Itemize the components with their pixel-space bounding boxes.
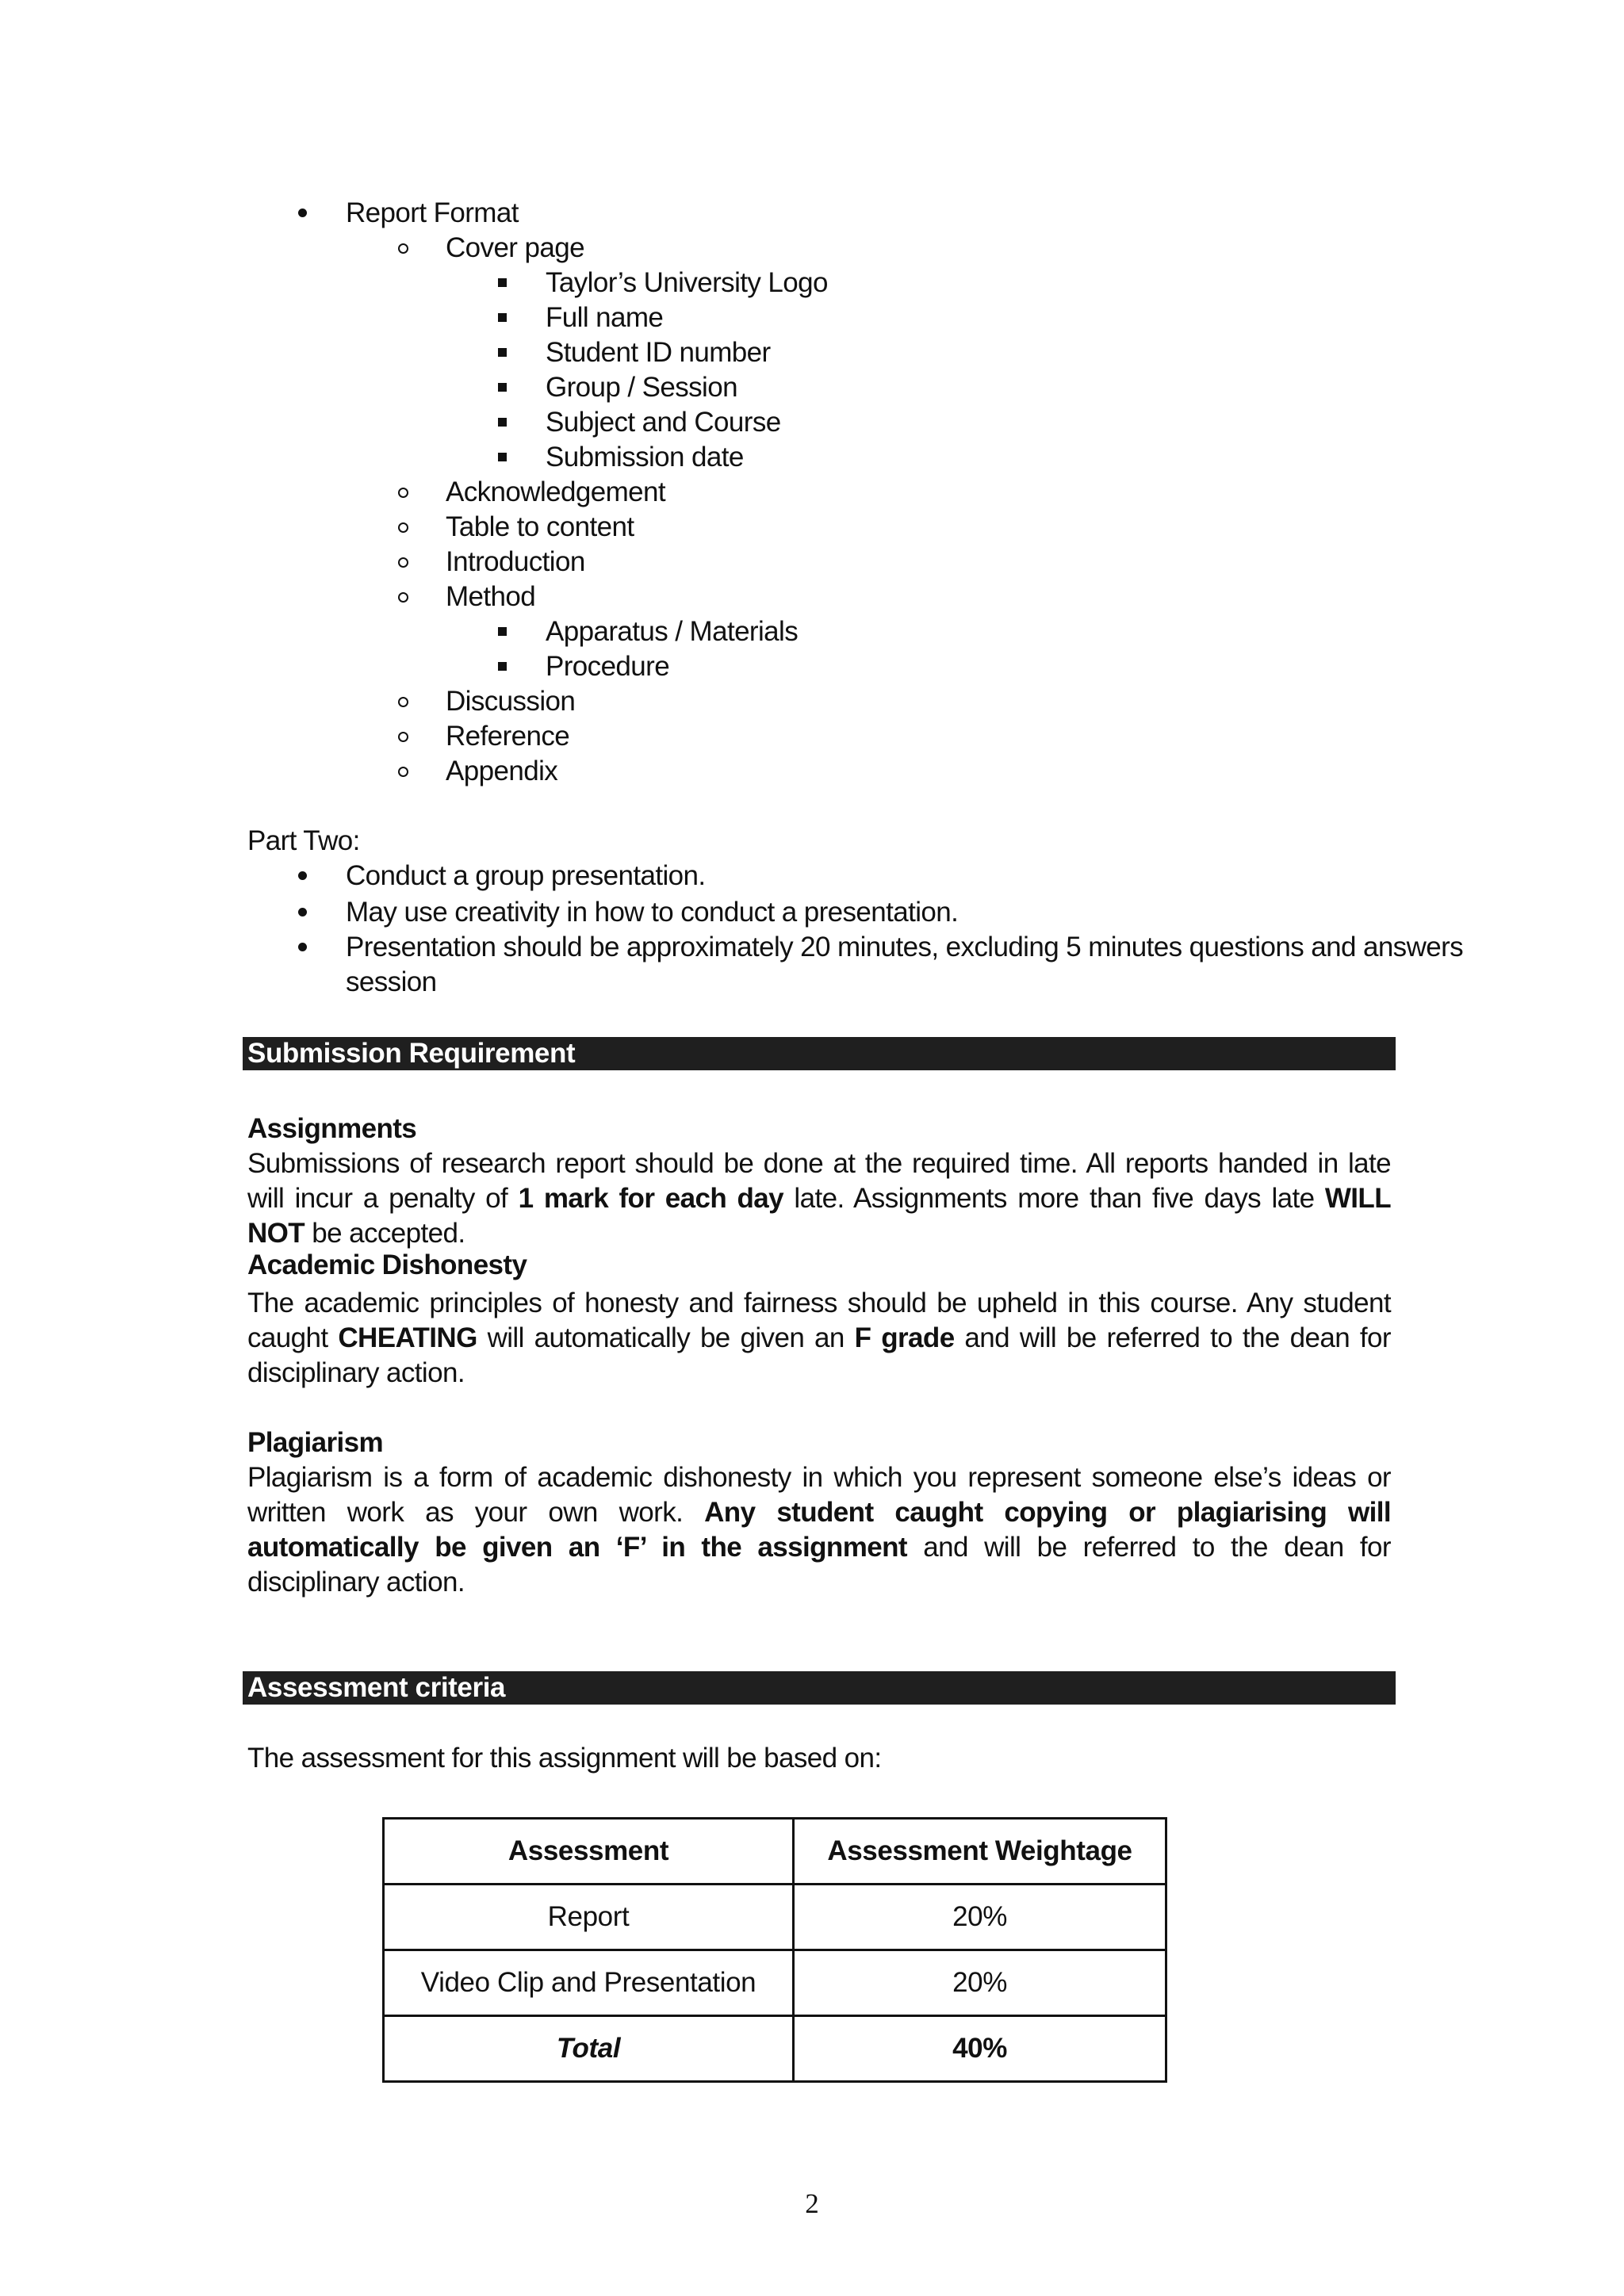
dishonesty-bold-cheating: CHEATING <box>338 1322 477 1353</box>
cover-item-label: Subject and Course <box>546 407 781 438</box>
part-two-item-label: May use creativity in how to conduct a presentation. <box>346 897 959 928</box>
section-label: Appendix <box>446 756 558 786</box>
table-cell: Report <box>384 1885 794 1950</box>
academic-dishonesty-paragraph <box>247 1286 1391 1391</box>
academic-dishonesty-title: Academic Dishonesty <box>247 1249 527 1280</box>
assignments-bold-will-not: WILL NOT <box>247 1183 1391 1249</box>
section-label: Method <box>446 581 536 612</box>
section-label: Acknowledgement <box>446 476 665 507</box>
table-row <box>384 1885 1166 1950</box>
dishonesty-text: The academic principles of honesty and fairness should be upheld in this course. Any student caught <box>247 1288 1391 1353</box>
part-two-item-label: Presentation should be approximately 20 minutes, excluding 5 minutes questions and answers <box>346 932 1464 962</box>
plagiarism-paragraph <box>247 1460 1391 1600</box>
table-cell: Video Clip and Presentation <box>384 1950 794 2016</box>
table-total-label: Total <box>384 2016 794 2082</box>
section-label: Table to content <box>446 511 634 542</box>
assignments-bold-penalty: 1 mark for each day <box>518 1183 784 1214</box>
cover-page-label: Cover page <box>446 232 584 263</box>
submission-requirement-header: Submission Requirement <box>243 1037 1396 1070</box>
cover-item-label: Student ID number <box>546 337 771 368</box>
section-label: Reference <box>446 721 570 752</box>
report-format-title: Report Format <box>346 197 519 228</box>
plagiarism-title: Plagiarism <box>247 1427 384 1458</box>
table-total-value: 40% <box>794 2016 1166 2082</box>
plagiarism-text: Plagiarism is a form of academic dishonesty in which you represent someone else’s ideas or written work as your own work. <box>247 1462 1391 1528</box>
assignments-title: Assignments <box>247 1113 417 1144</box>
section-label: Introduction <box>446 546 585 577</box>
page-number: 2 <box>805 2188 819 2219</box>
table-row <box>384 1950 1166 2016</box>
method-item-label: Procedure <box>546 651 670 682</box>
dishonesty-text: and will be referred to the dean for disciplinary action. <box>247 1322 1391 1388</box>
assignments-text: late. Assignments more than five days late <box>783 1183 1325 1214</box>
assignments-paragraph <box>247 1146 1391 1251</box>
assessment-intro: The assessment for this assignment will be based on: <box>247 1743 882 1774</box>
table-cell: 20% <box>794 1885 1166 1950</box>
table-total-row <box>384 2016 1166 2082</box>
cover-item-label: Submission date <box>546 442 744 473</box>
dishonesty-text: will automatically be given an <box>477 1322 855 1353</box>
cover-item-label: Full name <box>546 302 664 333</box>
assignments-text: be accepted. <box>304 1218 465 1249</box>
cover-item-label: Taylor’s University Logo <box>546 267 828 298</box>
method-item-label: Apparatus / Materials <box>546 616 799 647</box>
table-header-row <box>384 1819 1166 1885</box>
plagiarism-text: and will be referred to the dean for disciplinary action. <box>247 1532 1391 1598</box>
plagiarism-bold-warning: Any student caught copying or plagiarising will automatically be given an ‘F’ in the assignment <box>247 1497 1392 1563</box>
cover-item-label: Group / Session <box>546 372 737 403</box>
part-two-title: Part Two: <box>247 825 360 856</box>
part-two-item-3-cont: session <box>346 966 437 997</box>
table-header-cell: Assessment Weightage <box>794 1819 1166 1885</box>
assignments-text: Submissions of research report should be done at the required time. All reports handed in late will incur a penalty of <box>247 1148 1391 1214</box>
dishonesty-bold-f-grade: F grade <box>854 1322 955 1353</box>
table-header-cell: Assessment <box>384 1819 794 1885</box>
assessment-table <box>382 1817 1167 2083</box>
part-two-item-label: Conduct a group presentation. <box>346 860 706 891</box>
assessment-criteria-header: Assessment criteria <box>243 1671 1396 1705</box>
table-cell: 20% <box>794 1950 1166 2016</box>
section-label: Discussion <box>446 686 576 717</box>
